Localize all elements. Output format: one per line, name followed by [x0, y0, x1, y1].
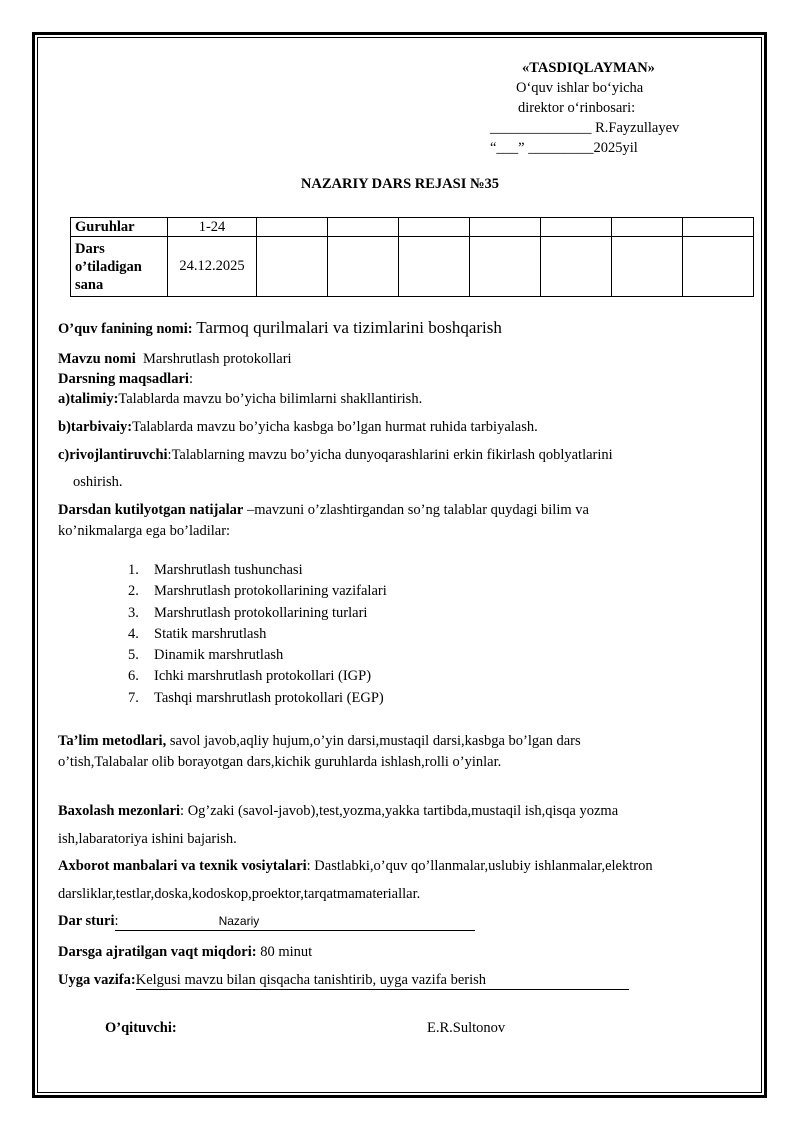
teacher-name: E.R.Sultonov — [427, 1020, 506, 1036]
subject-value: Tarmoq qurilmalari va tizimlarini boshqarish — [196, 318, 502, 337]
outcomes-line: Darsdan kutilyotgan natijalar –mavzuni o’zlashtirgandan so’ng talablar quydagi bilim va — [58, 502, 589, 518]
topic-value: Marshrutlash protokollari — [142, 351, 292, 367]
subject-line — [58, 318, 502, 338]
subject-label: O’quv fanining nomi: — [58, 321, 193, 337]
document-title: NAZARIY DARS REJASI №35 — [300, 176, 500, 192]
lesson-type-field: : Nazariy — [115, 913, 475, 931]
duration-line: Darsga ajratilgan vaqt miqdori: 80 minut — [58, 944, 313, 960]
list-item: 4. Statik marshrutlash — [128, 625, 267, 642]
goal-b: b)tarbivaiy:Talablarda mavzu bo’yicha kasbga bo’lgan hurmat ruhida tarbiyalash. — [58, 419, 538, 435]
homework-field: Kelgusi mavzu bilan qisqacha tanishtirib, uyga vazifa berish — [136, 972, 629, 990]
homework-line: Uyga vazifa:Kelgusi mavzu bilan qisqacha tanishtirib, uyga vazifa berish — [58, 972, 629, 990]
goals-heading: Darsning maqsadlari: — [58, 371, 193, 387]
topic-line — [58, 351, 292, 368]
approval-signer: ______________ R.Fayzullayev — [490, 120, 680, 136]
lesson-type-line: Dar sturi: Nazariy — [58, 913, 475, 931]
methods-line2: o’tish,Talabalar olib borayotgan dars,kichik guruhlarda ishlash,rolli o’yinlar. — [58, 754, 502, 770]
list-item: 5. Dinamik marshrutlash — [128, 647, 284, 664]
outcomes-line2: ko’nikmalarga ega bo’ladilar: — [58, 523, 231, 539]
goal-c-cont: oshirish. — [73, 474, 123, 490]
approval-date: “___” _________2025yil — [490, 140, 638, 156]
approval-line2: direktor o‘rinbosari: — [518, 100, 636, 116]
list-item: 2. Marshrutlash protokollarining vazifalari — [128, 583, 387, 600]
table-row — [71, 218, 754, 237]
teacher-label: O’qituvchi: — [105, 1020, 177, 1036]
goal-c: c)rivojlantiruvchi:Talablarning mavzu bo’yicha dunyoqarashlarini erkin fikirlash qoblyatlarini — [58, 447, 613, 463]
list-item: 1. Marshrutlash tushunchasi — [128, 562, 303, 578]
list-item: 6. Ichki marshrutlash protokollari (IGP) — [128, 668, 372, 685]
resources-line2: darsliklar,testlar,doska,kodoskop,proektor,tarqatmamateriallar. — [58, 886, 421, 902]
assessment-line: Baxolash mezonlari: Og’zaki (savol-javob),test,yozma,yakka tartibda,mustaqil ish,qisqa yozma — [58, 803, 619, 819]
list-item: 7. Tashqi marshrutlash protokollari (EGP) — [128, 689, 384, 706]
topic-label: Mavzu nomi — [58, 351, 136, 367]
list-item: 3. Marshrutlash protokollarining turlari — [128, 604, 368, 621]
schedule-table — [70, 217, 754, 297]
groups-value: 1-24 — [168, 218, 257, 237]
outcomes-list — [128, 560, 387, 709]
groups-label: Guruhlar — [71, 218, 168, 237]
approval-heading: «TASDIQLAYMAN» — [522, 60, 655, 76]
resources-line: Axborot manbalari va texnik vosiytalari: Dastlabki,o’quv qo’llanmalar,uslubiy ishlanmalar,elektron — [58, 858, 653, 874]
approval-line1: O‘quv ishlar bo‘yicha — [516, 80, 644, 96]
date-label: Dars o’tiladigan sana — [71, 237, 168, 297]
approval-block — [490, 58, 730, 158]
assessment-line2: ish,labaratoriya ishini bajarish. — [58, 831, 237, 847]
date-value: 24.12.2025 — [168, 237, 257, 297]
table-row — [71, 237, 754, 297]
methods-line: Ta’lim metodlari, savol javob,aqliy hujum,o’yin darsi,mustaqil darsi,kasbga bo’lgan dars — [58, 733, 581, 749]
goal-a: a)talimiy:Talablarda mavzu bo’yicha bilimlarni shakllantirish. — [58, 391, 423, 407]
